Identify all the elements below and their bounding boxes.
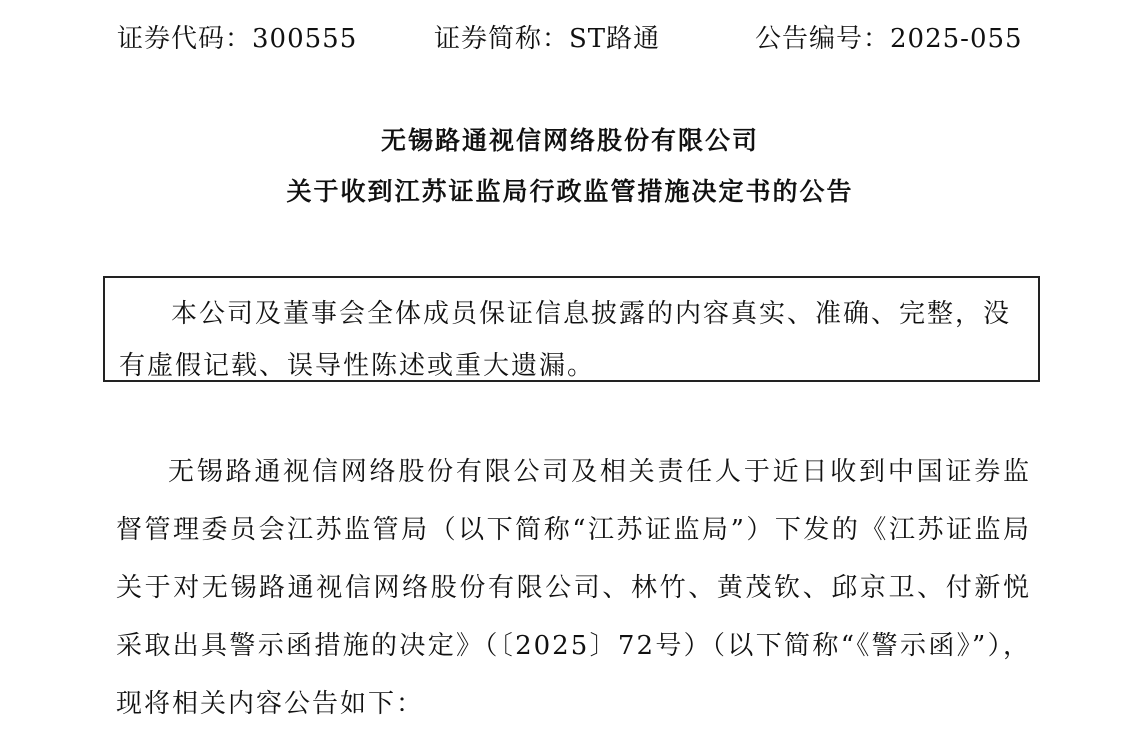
body-paragraph: 无锡路通视信网络股份有限公司及相关责任人于近日收到中国证券监督管理委员会江苏监管局（以下简称“江苏证监局”）下发的《江苏证监局关于对无锡路通视信网络股份有限公司、林竹、黄茂钦、邱京卫、付新悦采取出具警示函措施的决定》（〔2025〕72号）（以下简称“《警示函》”），现将相关内容公告如下： [116,457,1031,719]
security-code: 证券代码：300555 [117,24,358,54]
security-abbreviation: 证券简称：ST路通 [434,24,661,54]
announcement-title: 关于收到江苏证监局行政监管措施决定书的公告 [286,177,854,206]
announcement-number: 公告编号：2025-055 [755,24,1023,54]
announcement-header [0,18,1140,54]
board-statement-text: 本公司及董事会全体成员保证信息披露的内容真实、准确、完整，没有虚假记载、误导性陈述或重大遗漏。 [119,299,1012,381]
board-statement-box [103,276,1040,382]
company-name-title: 无锡路通视信网络股份有限公司 [380,126,759,155]
